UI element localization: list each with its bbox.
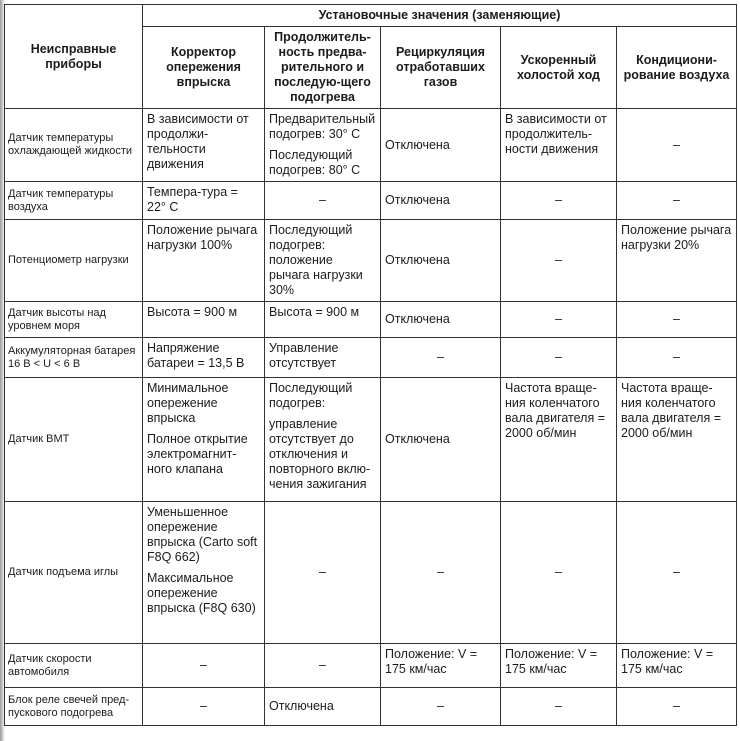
cell-air-conditioning <box>617 502 737 644</box>
cell-text: Отключена <box>385 137 450 152</box>
cell-text: – <box>200 699 207 713</box>
cell-text: – <box>555 565 562 579</box>
cell-text: – <box>673 137 680 152</box>
cell-preheat-duration <box>265 109 381 182</box>
cell-text: – <box>200 658 207 672</box>
cell-text: – <box>319 193 326 207</box>
cell-egr <box>381 220 501 302</box>
header-preheat-duration: Продолжитель-ность предва-рительного и последую-щего подогрева <box>265 27 381 109</box>
cell-egr <box>381 182 501 220</box>
cell-text: Положение: V = 175 км/час <box>621 647 714 676</box>
cell-text: Положение рычага нагрузки 20% <box>621 223 732 252</box>
cell-text: Максимальное опережение впрыска (F8Q 630) <box>147 571 256 615</box>
settings-table <box>4 4 737 726</box>
table-row <box>5 220 737 302</box>
cell-text: – <box>319 658 326 672</box>
cell-fast-idle <box>501 688 617 726</box>
cell-injection-corrector <box>143 182 265 220</box>
cell-egr <box>381 109 501 182</box>
cell-text: управление отсутствует до отключения и повторного вклю-чения зажигания <box>269 417 371 491</box>
cell-fast-idle <box>501 182 617 220</box>
cell-injection-corrector <box>143 688 265 726</box>
cell-text: Темпера-тура = 22° С <box>147 185 238 214</box>
cell-air-conditioning <box>617 688 737 726</box>
cell-text: – <box>673 565 680 579</box>
cell-air-conditioning <box>617 338 737 378</box>
cell-text: Высота = 900 м <box>269 305 360 319</box>
cell-fast-idle <box>501 220 617 302</box>
cell-preheat-duration <box>265 688 381 726</box>
cell-text: – <box>555 193 562 207</box>
cell-egr <box>381 644 501 688</box>
cell-text: Минимальное опережение впрыска <box>147 381 229 425</box>
cell-text: Полное открытие электромагнит-ного клапана <box>147 432 248 476</box>
cell-text: Уменьшенное опережение впрыска (Carto soft F8Q 662) <box>147 505 258 564</box>
cell-fast-idle <box>501 302 617 338</box>
row-device-label: Датчик температуры воздуха <box>5 182 143 220</box>
cell-text: – <box>555 253 562 267</box>
cell-preheat-duration <box>265 302 381 338</box>
cell-text: Последующий подогрев: положение рычага нагрузки 30% <box>269 223 363 297</box>
header-air-conditioning: Кондициони-рование воздуха <box>617 27 737 109</box>
cell-preheat-duration <box>265 502 381 644</box>
header-egr: Рециркуляция отработавших газов <box>381 27 501 109</box>
cell-text: Последующий подогрев: <box>269 381 353 410</box>
cell-text: – <box>555 699 562 713</box>
cell-injection-corrector <box>143 302 265 338</box>
cell-fast-idle <box>501 378 617 502</box>
table-row <box>5 688 737 726</box>
table-row <box>5 338 737 378</box>
cell-text: – <box>673 350 680 364</box>
cell-preheat-duration <box>265 220 381 302</box>
cell-egr <box>381 502 501 644</box>
cell-egr <box>381 688 501 726</box>
cell-text: Положение: V = 175 км/час <box>385 647 478 676</box>
cell-text: – <box>555 312 562 326</box>
cell-air-conditioning <box>617 220 737 302</box>
cell-text: Отключена <box>385 193 450 207</box>
cell-text: Напряжение батареи = 13,5 В <box>147 341 245 370</box>
table-row <box>5 109 737 182</box>
cell-air-conditioning <box>617 644 737 688</box>
header-injection-corrector: Корректор опережения впрыска <box>143 27 265 109</box>
cell-injection-corrector <box>143 338 265 378</box>
row-device-label: Датчик высоты над уровнем моря <box>5 302 143 338</box>
row-device-label: Датчик ВМТ <box>5 378 143 502</box>
cell-text: Отключена <box>269 699 334 713</box>
cell-text: В зависимости от продолжи-тельности движения <box>147 112 249 171</box>
cell-text: – <box>437 350 444 364</box>
cell-preheat-duration <box>265 338 381 378</box>
cell-text: Отключена <box>385 253 450 267</box>
row-device-label: Аккумуляторная батарея 16 В < U < 6 В <box>5 338 143 378</box>
cell-text: Управление отсутствует <box>269 341 339 370</box>
row-device-label: Датчик температуры охлаждающей жидкости <box>5 109 143 182</box>
cell-text: – <box>319 565 326 579</box>
cell-text: – <box>437 699 444 713</box>
cell-text: – <box>673 699 680 713</box>
cell-text: Частота враще-ния коленчатого вала двигателя = 2000 об/мин <box>621 381 722 440</box>
header-fast-idle: Ускоренный холостой ход <box>501 27 617 109</box>
row-device-label: Потенциометр нагрузки <box>5 220 143 302</box>
cell-air-conditioning <box>617 302 737 338</box>
cell-egr <box>381 302 501 338</box>
cell-text: – <box>673 193 680 207</box>
table-row <box>5 182 737 220</box>
cell-air-conditioning <box>617 182 737 220</box>
cell-preheat-duration <box>265 182 381 220</box>
cell-air-conditioning <box>617 109 737 182</box>
row-device-label: Блок реле свечей пред-пускового подогрева <box>5 688 143 726</box>
cell-text: Предварительный подогрев: 30° С <box>269 112 376 141</box>
cell-injection-corrector <box>143 378 265 502</box>
cell-text: – <box>555 350 562 364</box>
header-group-title: Установочные значения (заменяющие) <box>143 5 737 27</box>
row-device-label: Датчик скорости автомобиля <box>5 644 143 688</box>
cell-egr <box>381 338 501 378</box>
header-faulty-devices: Неисправные приборы <box>5 5 143 109</box>
table-row <box>5 644 737 688</box>
cell-injection-corrector <box>143 220 265 302</box>
row-device-label: Датчик подъема иглы <box>5 502 143 644</box>
cell-injection-corrector <box>143 502 265 644</box>
cell-injection-corrector <box>143 644 265 688</box>
cell-fast-idle <box>501 338 617 378</box>
cell-text: Последующий подогрев: 80° С <box>269 148 361 177</box>
table-row <box>5 302 737 338</box>
cell-text: В зависимости от продолжитель-ности движения <box>505 112 607 156</box>
cell-egr <box>381 378 501 502</box>
cell-text: Положение рычага нагрузки 100% <box>147 223 258 252</box>
cell-text: – <box>437 565 444 579</box>
cell-preheat-duration <box>265 378 381 502</box>
cell-fast-idle <box>501 109 617 182</box>
cell-fast-idle <box>501 644 617 688</box>
cell-injection-corrector <box>143 109 265 182</box>
cell-preheat-duration <box>265 644 381 688</box>
table-row <box>5 378 737 502</box>
cell-text: Высота = 900 м <box>147 305 238 319</box>
cell-text: Отключена <box>385 312 450 326</box>
cell-text: Отключена <box>385 432 450 446</box>
cell-fast-idle <box>501 502 617 644</box>
table-row <box>5 502 737 644</box>
cell-air-conditioning <box>617 378 737 502</box>
cell-text: Частота враще-ния коленчатого вала двигателя = 2000 об/мин <box>505 381 606 440</box>
cell-text: Положение: V = 175 км/час <box>505 647 598 676</box>
cell-text: – <box>673 312 680 326</box>
table-body <box>5 109 737 726</box>
